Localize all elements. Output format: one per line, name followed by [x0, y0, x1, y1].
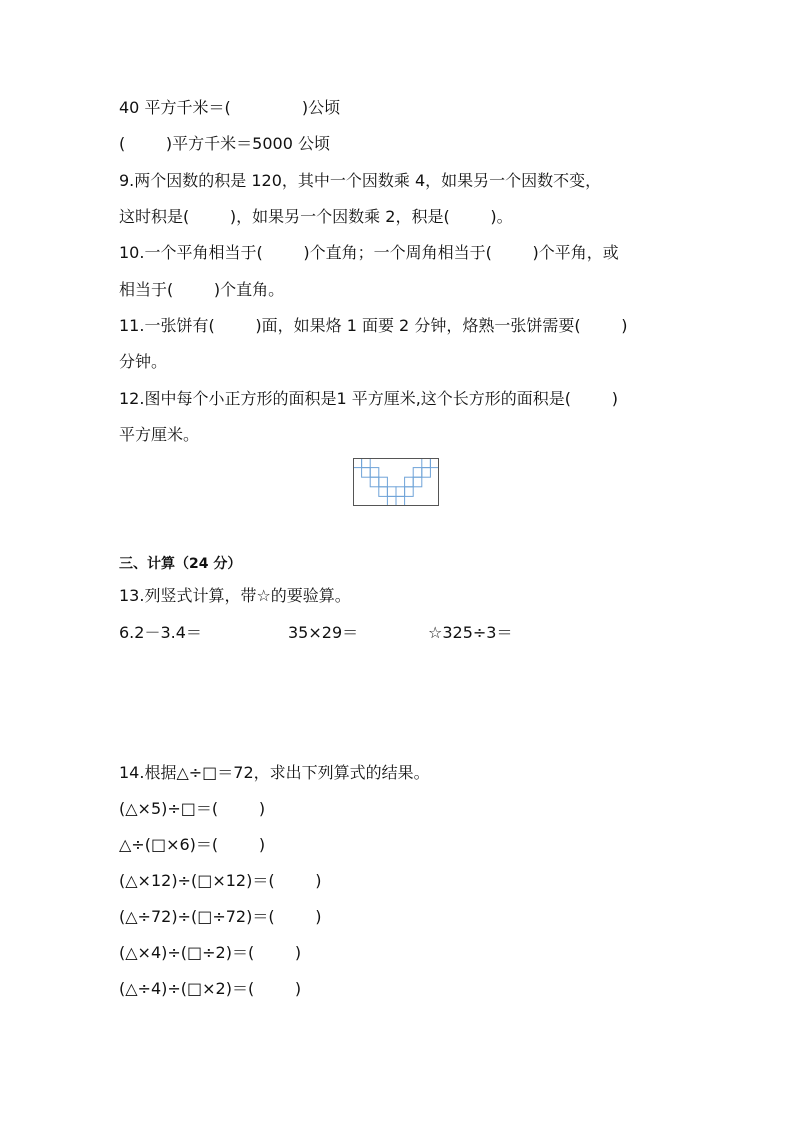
expression-6: (△÷4)÷(□×2)＝( ) [119, 979, 302, 998]
question-11-line-1: 11.一张饼有( )面，如果烙 1 面要 2 分钟，烙熟一张饼需要( ) [119, 316, 628, 335]
question-9-line-1: 9.两个因数的积是 120，其中一个因数乘 4，如果另一个因数不变， [119, 171, 602, 190]
calc-item-2: 35×29＝ [288, 623, 359, 642]
question-13: 13.列竖式计算，带☆的要验算。 [119, 586, 351, 605]
grid-square [396, 496, 405, 506]
grid-square [379, 477, 388, 487]
section-3-heading: 三、计算（24 分） [119, 556, 242, 572]
grid-square [370, 477, 379, 487]
rectangle-grid-figure [353, 458, 439, 506]
grid-square [405, 487, 414, 497]
grid-square [379, 487, 388, 497]
question-12-line-1: 12.图中每个小正方形的面积是1 平方厘米,这个长方形的面积是( ) [119, 389, 618, 408]
question-10-line-2: 相当于( )个直角。 [119, 280, 285, 299]
grid-square [405, 477, 414, 487]
question-11-line-2: 分钟。 [119, 352, 168, 371]
expression-4: (△÷72)÷(□÷72)＝( ) [119, 907, 322, 926]
grid-square [362, 458, 371, 468]
grid-square [370, 468, 379, 478]
grid-square [396, 487, 405, 497]
grid-square [422, 458, 431, 468]
calc-item-1: 6.2－3.4＝ [119, 623, 202, 642]
conversion-line-1: 40 平方千米＝( )公顷 [119, 98, 341, 117]
question-9-line-2: 这时积是( )，如果另一个因数乘 2，积是( )。 [119, 207, 513, 226]
grid-square [422, 468, 431, 478]
question-12-line-2: 平方厘米。 [119, 425, 200, 444]
grid-square [362, 468, 371, 478]
grid-square [353, 458, 362, 468]
calc-item-3: ☆325÷3＝ [428, 623, 513, 642]
conversion-line-2: ( )平方千米＝5000 公顷 [119, 134, 330, 153]
expression-2: △÷(□×6)＝( ) [119, 835, 266, 854]
question-10-line-1: 10.一个平角相当于( )个直角；一个周角相当于( )个平角，或 [119, 243, 619, 262]
question-14: 14.根据△÷□＝72，求出下列算式的结果。 [119, 763, 430, 782]
grid-square [413, 477, 422, 487]
grid-square [430, 458, 439, 468]
expression-5: (△×4)÷(□÷2)＝( ) [119, 943, 302, 962]
grid-square [387, 496, 396, 506]
expression-3: (△×12)÷(□×12)＝( ) [119, 871, 322, 890]
grid-square [387, 487, 396, 497]
expression-1: (△×5)÷□＝( ) [119, 799, 266, 818]
grid-square [413, 468, 422, 478]
